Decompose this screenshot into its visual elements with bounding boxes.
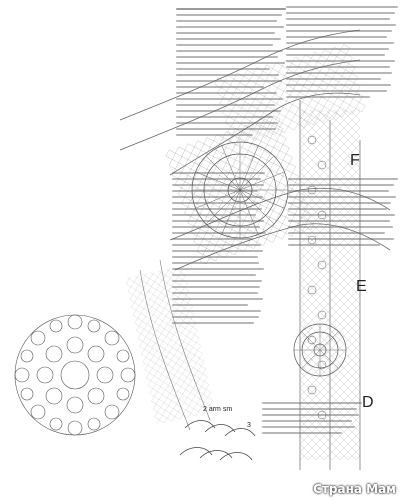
section-label-e: E bbox=[356, 278, 367, 295]
rosette-motif bbox=[15, 315, 135, 435]
section-label-d: D bbox=[362, 394, 374, 411]
watermark-text: Страна Мам bbox=[313, 482, 396, 496]
medallion-lower bbox=[294, 324, 346, 376]
medallion-center bbox=[192, 142, 288, 238]
stitch-illustration bbox=[180, 421, 255, 461]
figure-label-arm: 2 arm sm bbox=[203, 406, 233, 413]
lace-section-left bbox=[125, 260, 215, 430]
figure-label-3: 3 bbox=[247, 422, 251, 429]
section-label-f: F bbox=[350, 152, 360, 169]
